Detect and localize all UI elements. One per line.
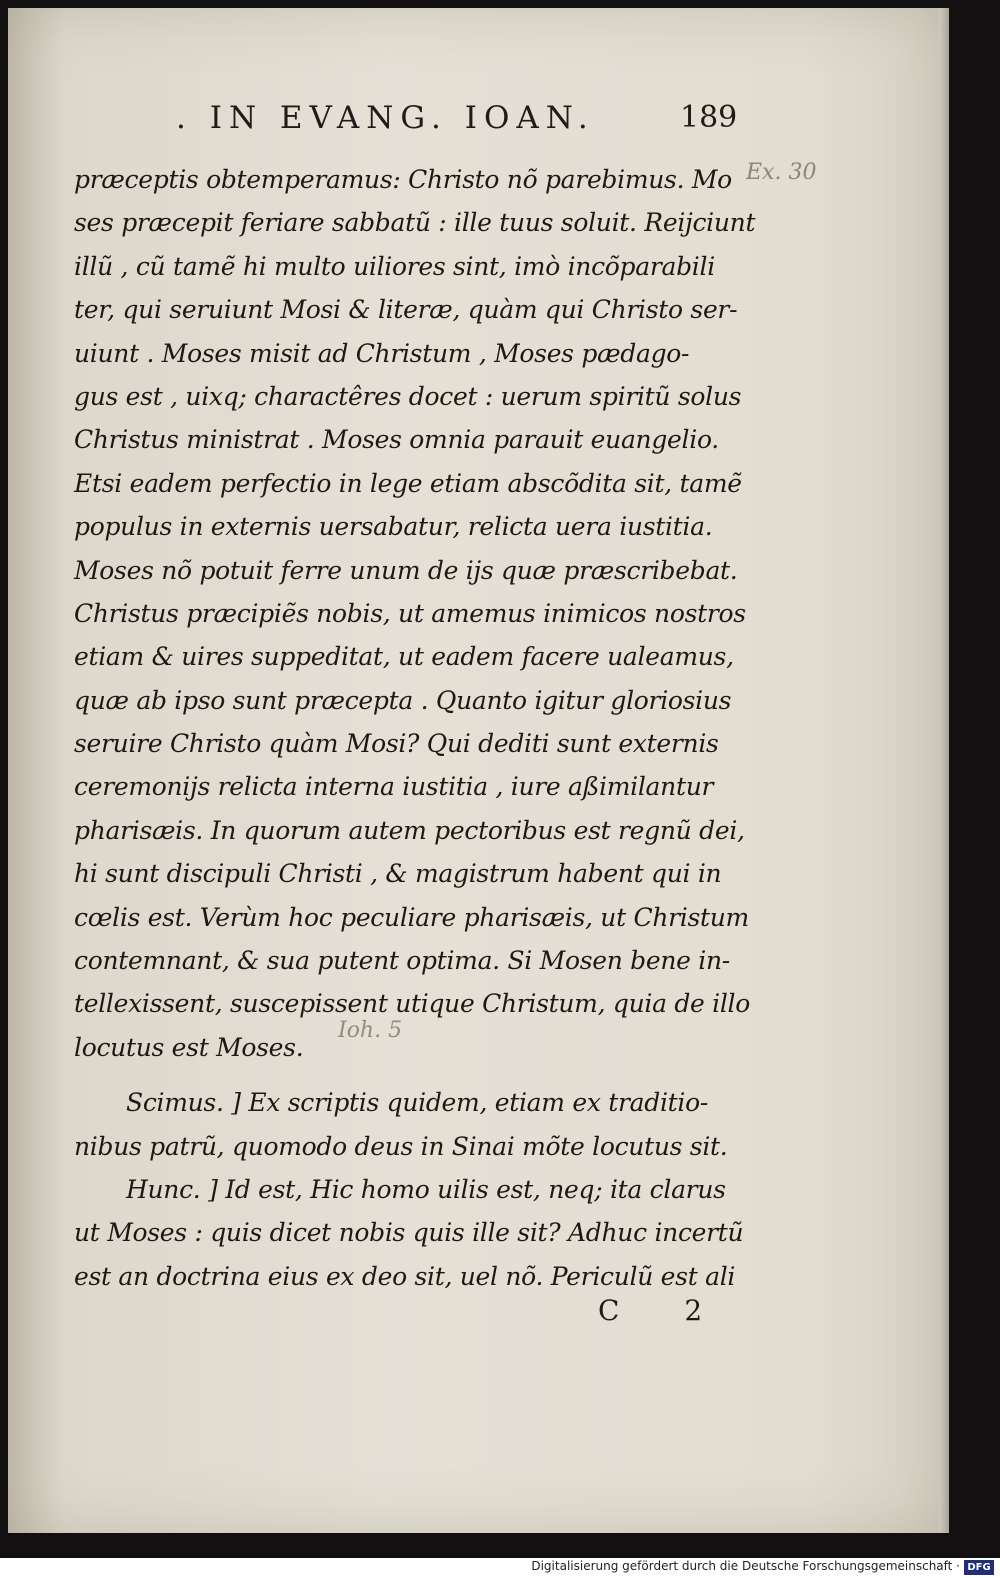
text-line: quæ ab ipso sunt præcepta . Quanto igitur gloriosius [74, 685, 732, 715]
text-line: Christus ministrat . Moses omnia parauit euangelio. [74, 425, 719, 455]
text-line: ses præcepit feriare sabbatũ : ille tuus soluit. Reijciunt [74, 208, 756, 238]
funding-credit: Digitalisierung gefördert durch die Deutsche Forschungsgemeinschaft · [531, 1559, 960, 1573]
text-line: ut Moses : quis dicet nobis quis ille sit? Adhuc incertũ [74, 1218, 744, 1248]
book-page [8, 8, 949, 1533]
text-line: hi sunt discipuli Christi , & magistrum habent qui in [74, 859, 722, 889]
text-line: populus in externis uersabatur, relicta uera iustitia. [74, 512, 713, 542]
text-line: contemnant, & sua putent optima. Si Mosen bene in- [74, 946, 730, 976]
text-line: uiunt . Moses misit ad Christum , Moses pædago- [74, 338, 690, 368]
handwritten-margin-note: Ex. 30 [746, 160, 817, 185]
text-line: pharisæis. In quorum autem pectoribus est regnũ dei, [74, 815, 745, 845]
handwritten-inline-reference: Ioh. 5 [338, 1018, 403, 1043]
text-line: præceptis obtemperamus: Christo nõ parebimus. Mo [74, 165, 732, 194]
text-line: illũ , cũ tamẽ hi multo uiliores sint, imò incõparabili [74, 251, 715, 281]
text-line: Christus præcipiẽs nobis, ut amemus inimicos nostros [74, 598, 746, 628]
page-edge [939, 8, 949, 1533]
running-title: . IN EVANG. IOAN. [176, 100, 595, 136]
page-number: 189 [680, 100, 738, 135]
text-line: gus est , uixq; charactêres docet : uerum spiritũ solus [74, 381, 742, 411]
digitization-footer [0, 1558, 1000, 1578]
text-line: ter, qui seruiunt Mosi & literæ, quàm qui Christo ser- [74, 295, 738, 325]
text-line: Scimus. ] Ex scriptis quidem, etiam ex traditio- [126, 1088, 709, 1118]
body-text [74, 158, 754, 1298]
text-line: ceremonijs relicta interna iustitia , iure aßimilantur [74, 772, 714, 802]
dfg-logo: DFG [964, 1560, 994, 1575]
text-line: Hunc. ] Id est, Hic homo uilis est, neq; ita clarus [126, 1174, 726, 1204]
text-line: locutus est Moses. [74, 1032, 304, 1062]
text-line: etiam & uires suppeditat, ut eadem facere ualeamus, [74, 642, 734, 672]
text-line: Moses nõ potuit ferre unum de ijs quæ præscribebat. [74, 555, 738, 585]
text-line: Etsi eadem perfectio in lege etiam abscõdita sit, tamẽ [74, 468, 742, 498]
text-line: est an doctrina eius ex deo sit, uel nõ. Periculũ est ali [74, 1261, 736, 1291]
text-line: seruire Christo quàm Mosi? Qui dediti sunt externis [74, 729, 719, 759]
signature-mark: C 2 [598, 1294, 731, 1327]
text-line: tellexissent, suscepissent utique Christum, quia de illo [74, 989, 750, 1019]
text-line: nibus patrũ, quomodo deus in Sinai mõte locutus sit. [74, 1131, 728, 1161]
page-header [8, 100, 946, 140]
paragraph-gap [74, 1069, 754, 1081]
text-line: cœlis est. Verùm hoc peculiare pharisæis, ut Christum [74, 902, 749, 932]
